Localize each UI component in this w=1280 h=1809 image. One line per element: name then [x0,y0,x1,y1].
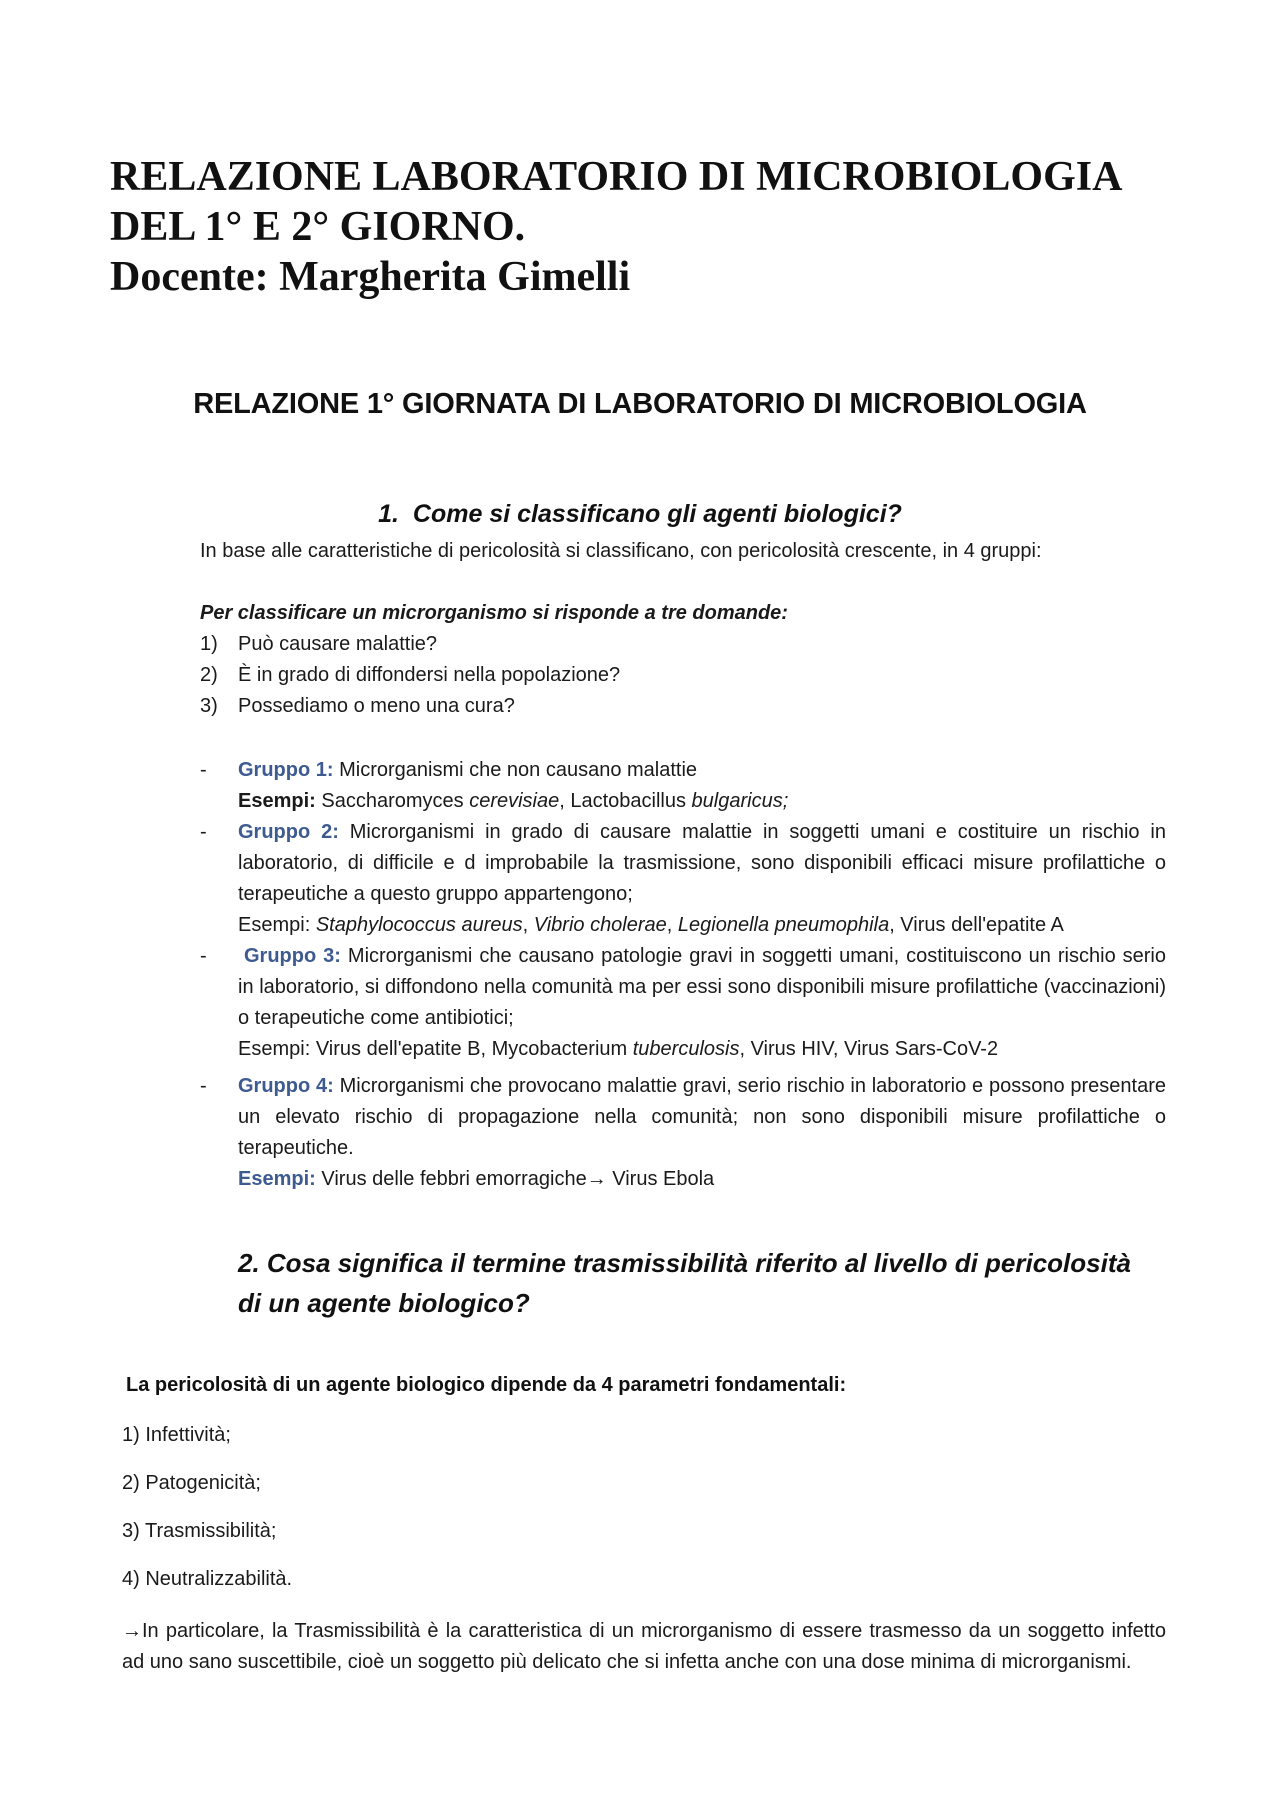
group-2-examples-label: Esempi: [238,914,316,936]
example-text: , [666,914,678,936]
question-2-line-2: di un agente biologico? [238,1288,530,1318]
list-number: 3) [200,695,218,717]
bullet-dash: - [200,759,207,781]
group-3-item [200,941,1166,1065]
group-1-label: Gruppo 1: [238,759,334,781]
question-1-number: 1. [378,500,399,528]
group-3-examples-label: Esempi: [238,1038,316,1060]
question-2-heading [238,1243,1178,1323]
bullet-dash: - [200,821,207,843]
group-4-description: Microrganismi che provocano malattie gravi, serio rischio in laboratorio e possono presentare un elevato rischio di propagazione nella comunità; non sono disponibili misure profilattiche o terapeutiche. [238,1075,1166,1159]
groups-list [200,755,1166,1195]
list-item [200,691,1200,722]
group-3-label: Gruppo 3: [244,945,341,967]
question-1-heading [0,500,1280,529]
example-text: Virus delle febbri emorragiche→ Virus Ebola [315,1168,715,1190]
species-name: tuberculosis [632,1038,740,1060]
example-text: , Lactobacillus [559,790,692,812]
group-2-description: Microrganismi in grado di causare malattie in soggetti umani e costituire un rischio in laboratorio, di difficile e d improbabile la trasmissione, sono disponibili efficaci misure profilattiche o terapeutiche a questo gruppo appartengono; [238,821,1166,905]
group-3-description: Microrganismi che causano patologie gravi in soggetti umani, costituiscono un rischio serio in laboratorio, si diffondono nella comunità ma per essi sono disponibili misure profilattiche (vaccinazioni) o terapeutiche come antibiotici; [238,945,1166,1029]
list-text: È in grado di diffondersi nella popolazione? [238,664,621,686]
species-name: Vibrio cholerae [533,914,667,936]
list-item [200,660,1200,691]
list-text: Possediamo o meno una cura? [238,695,515,717]
list-text: Può causare malattie? [238,633,438,655]
group-1-item [200,755,1166,817]
document-title [110,152,1190,302]
group-4-examples-label: Esempi: [238,1168,316,1190]
species-name: Staphylococcus aureus [315,914,523,936]
title-line-2: DEL 1° E 2° GIORNO. [110,204,526,250]
bullet-dash: - [200,1075,207,1097]
bullet-dash: - [200,945,207,967]
list-item: 4) Neutralizzabilità. [122,1568,293,1590]
group-1-examples-label: Esempi: [238,790,316,812]
example-text: Virus dell'epatite B, Mycobacterium [315,1038,633,1060]
title-line-3: Docente: Margherita Gimelli [110,254,631,300]
list-number: 2) [200,664,218,686]
title-line-1: RELAZIONE LABORATORIO DI MICROBIOLOGIA [110,154,1123,200]
group-4-item [200,1071,1166,1195]
group-2-item [200,817,1166,941]
group-2-label: Gruppo 2: [238,821,339,843]
species-name: bulgaricus; [691,790,789,812]
list-item: 1) Infettività; [122,1424,231,1446]
group-4-label: Gruppo 4: [238,1075,334,1097]
section-title: RELAZIONE 1° GIORNATA DI LABORATORIO DI MICROBIOLOGIA [193,388,1087,420]
list-number: 1) [200,633,218,655]
list-item: 3) Trasmissibilità; [122,1520,277,1542]
parameters-list [122,1420,722,1612]
question-1-text: Come si classificano gli agenti biologici? [412,500,902,528]
list-item: 2) Patogenicità; [122,1472,261,1494]
group-1-description: Microrganismi che non causano malattie [333,759,698,781]
species-name: cerevisiae [469,790,560,812]
criteria-list [200,629,1200,722]
example-text: , [522,914,534,936]
list-item [200,629,1200,660]
question-1-intro: In base alle caratteristiche di pericolosità si classificano, con pericolosità crescente, in 4 gruppi: [200,540,1042,562]
species-name: Legionella pneumophila [677,914,890,936]
example-text: , Virus HIV, Virus Sars-CoV-2 [739,1038,999,1060]
conclusion-paragraph: →In particolare, la Trasmissibilità è la caratteristica di un microrganismo di essere trasmesso da un soggetto infetto ad uno sano suscettibile, cioè un soggetto più delicato che si infetta anche con una dose minima di microrganismi. [122,1620,1166,1673]
parameters-heading: La pericolosità di un agente biologico dipende da 4 parametri fondamentali: [126,1374,847,1396]
example-text: Saccharomyces [315,790,470,812]
example-text: , Virus dell'epatite A [889,914,1064,936]
question-2-line-1: 2. Cosa significa il termine trasmissibilità riferito al livello di pericolosità [238,1248,1131,1278]
criteria-heading: Per classificare un microrganismo si risponde a tre domande: [200,602,788,624]
